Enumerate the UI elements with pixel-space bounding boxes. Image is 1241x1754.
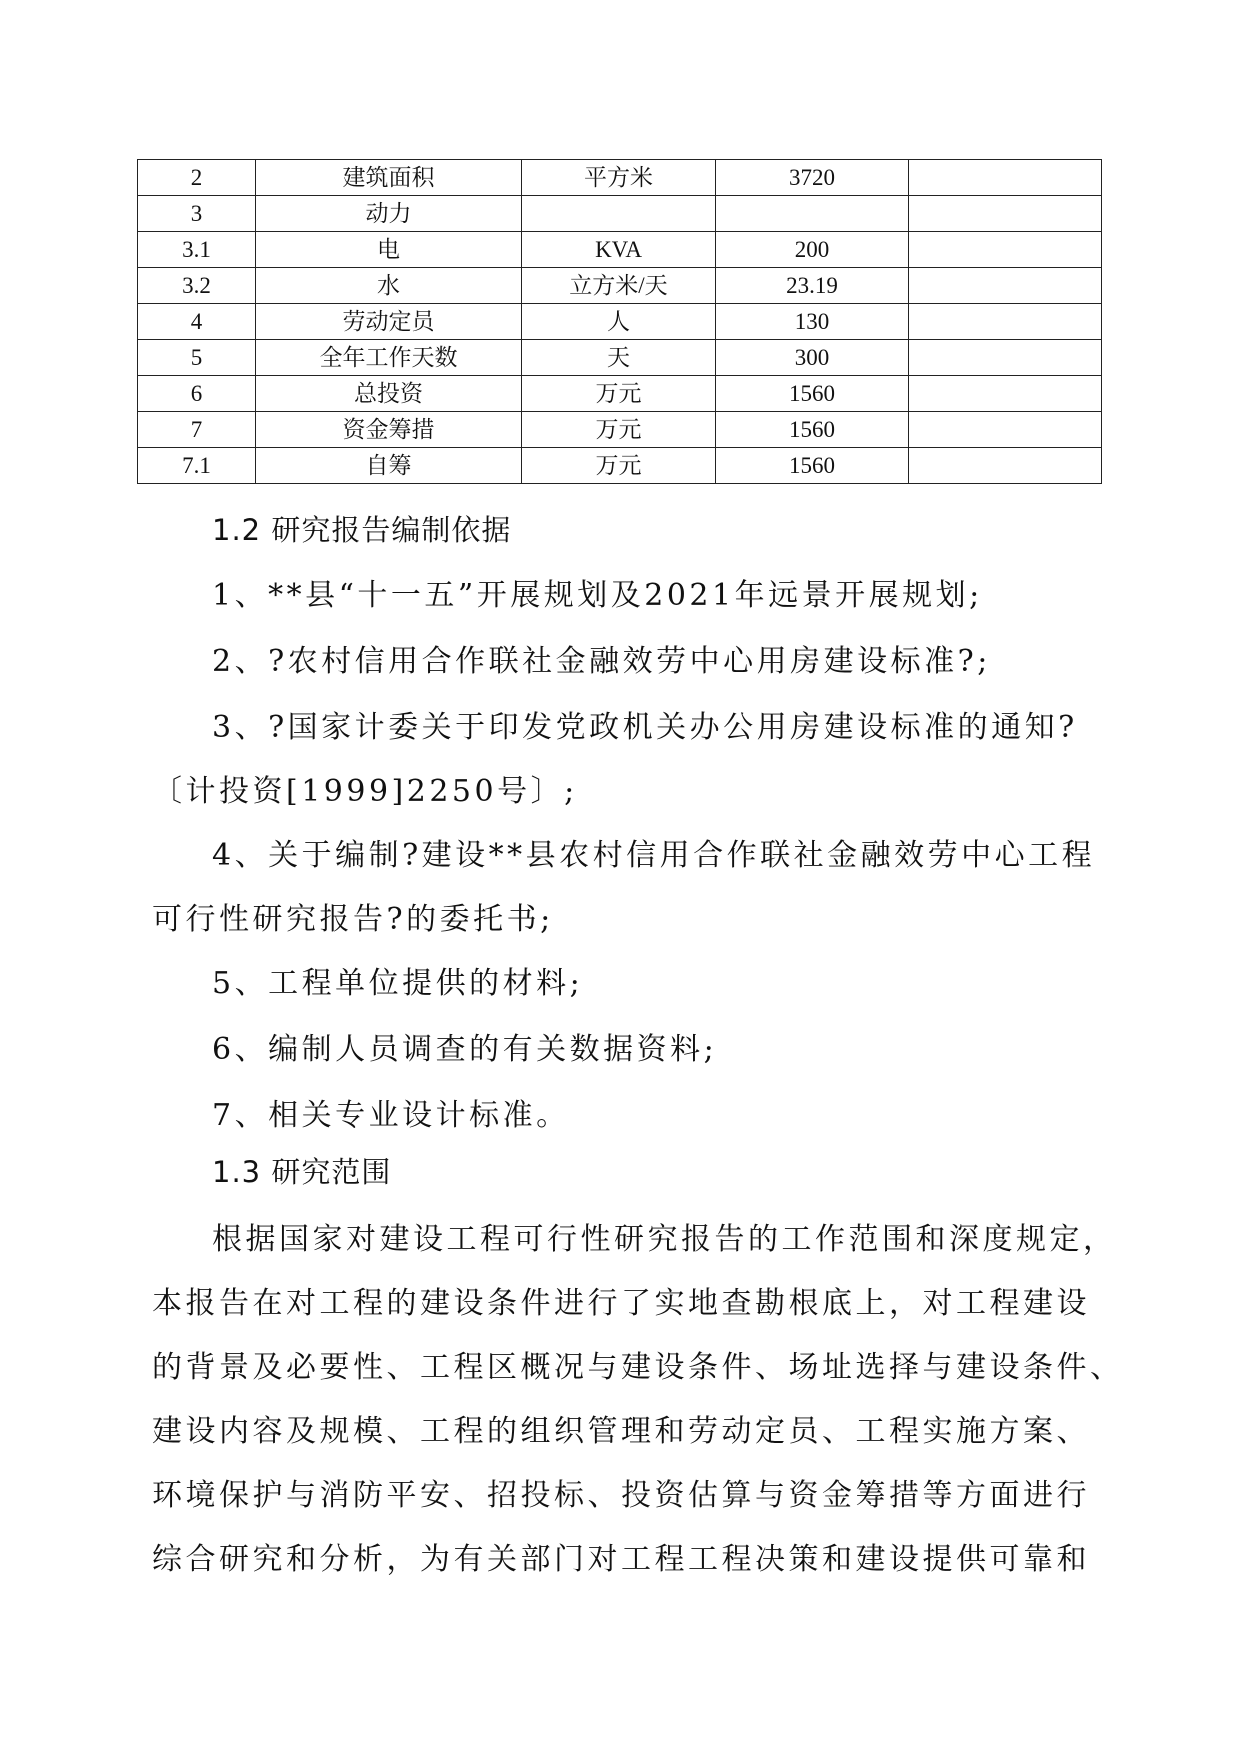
table-cell-note bbox=[909, 448, 1102, 484]
table-cell-no: 5 bbox=[138, 340, 256, 376]
table-row bbox=[138, 376, 1102, 412]
basis-item-1: 1、**县“十一五”开展规划及2021年远景开展规划; bbox=[212, 578, 983, 613]
table-cell-unit bbox=[522, 196, 716, 232]
table-cell-item: 建筑面积 bbox=[256, 160, 522, 196]
scope-paragraph-line: 环境保护与消防平安、招投标、投资估算与资金筹措等方面进行 bbox=[152, 1478, 1090, 1513]
table-cell-no: 3.2 bbox=[138, 268, 256, 304]
table-cell-unit: 万元 bbox=[522, 448, 716, 484]
table-cell-no: 6 bbox=[138, 376, 256, 412]
table-cell-note bbox=[909, 196, 1102, 232]
table-cell-note bbox=[909, 412, 1102, 448]
table-cell-note bbox=[909, 232, 1102, 268]
project-indicator-table bbox=[137, 159, 1102, 484]
table-cell-value: 200 bbox=[716, 232, 909, 268]
table-cell-note bbox=[909, 376, 1102, 412]
table-cell-unit: 天 bbox=[522, 340, 716, 376]
table-cell-value: 1560 bbox=[716, 376, 909, 412]
table-cell-note bbox=[909, 268, 1102, 304]
table-cell-item: 水 bbox=[256, 268, 522, 304]
scope-paragraph-line: 根据国家对建设工程可行性研究报告的工作范围和深度规定， bbox=[212, 1222, 1117, 1257]
table-cell-no: 7.1 bbox=[138, 448, 256, 484]
table-cell-item: 自筹 bbox=[256, 448, 522, 484]
basis-item-5: 5、工程单位提供的材料; bbox=[212, 966, 584, 1001]
table-cell-value: 130 bbox=[716, 304, 909, 340]
table-row bbox=[138, 160, 1102, 196]
basis-item-6: 6、编制人员调查的有关数据资料; bbox=[212, 1032, 718, 1067]
basis-item-2: 2、?农村信用合作联社金融效劳中心用房建设标准?; bbox=[212, 644, 991, 679]
scope-paragraph-line: 本报告在对工程的建设条件进行了实地查勘根底上，对工程建设 bbox=[152, 1286, 1090, 1321]
table-row bbox=[138, 196, 1102, 232]
table-cell-note bbox=[909, 340, 1102, 376]
table-cell-value: 3720 bbox=[716, 160, 909, 196]
table-cell-item: 电 bbox=[256, 232, 522, 268]
table-row bbox=[138, 304, 1102, 340]
basis-item-4-continuation: 可行性研究报告?的委托书; bbox=[152, 902, 554, 937]
section-heading-1-2: 1.2 研究报告编制依据 bbox=[212, 513, 512, 547]
table-cell-unit: 万元 bbox=[522, 376, 716, 412]
table-cell-no: 2 bbox=[138, 160, 256, 196]
scope-paragraph-line: 综合研究和分析，为有关部门对工程工程决策和建设提供可靠和 bbox=[152, 1542, 1090, 1577]
scope-paragraph-line: 建设内容及规模、工程的组织管理和劳动定员、工程实施方案、 bbox=[152, 1414, 1090, 1449]
table-cell-no: 4 bbox=[138, 304, 256, 340]
scope-paragraph-line: 的背景及必要性、工程区概况与建设条件、场址选择与建设条件、 bbox=[152, 1350, 1124, 1385]
table-cell-unit: 人 bbox=[522, 304, 716, 340]
table-row bbox=[138, 340, 1102, 376]
table-cell-item: 劳动定员 bbox=[256, 304, 522, 340]
section-heading-1-3: 1.3 研究范围 bbox=[212, 1155, 392, 1189]
basis-item-3-continuation: 〔计投资[1999]2250号〕; bbox=[152, 774, 578, 809]
table-cell-value: 1560 bbox=[716, 412, 909, 448]
table-cell-no: 3.1 bbox=[138, 232, 256, 268]
basis-item-4: 4、关于编制?建设**县农村信用合作联社金融效劳中心工程 bbox=[212, 838, 1096, 873]
table-cell-value: 300 bbox=[716, 340, 909, 376]
table-cell-note bbox=[909, 160, 1102, 196]
table-cell-value: 1560 bbox=[716, 448, 909, 484]
table-row bbox=[138, 448, 1102, 484]
table-cell-no: 7 bbox=[138, 412, 256, 448]
table-cell-unit: KVA bbox=[522, 232, 716, 268]
table-cell-value: 23.19 bbox=[716, 268, 909, 304]
table-cell-item: 资金筹措 bbox=[256, 412, 522, 448]
table-cell-unit: 立方米/天 bbox=[522, 268, 716, 304]
table-row bbox=[138, 232, 1102, 268]
basis-item-7: 7、相关专业设计标准。 bbox=[212, 1098, 570, 1133]
table-row bbox=[138, 412, 1102, 448]
table-cell-item: 全年工作天数 bbox=[256, 340, 522, 376]
table-cell-unit: 万元 bbox=[522, 412, 716, 448]
table-cell-value bbox=[716, 196, 909, 232]
table-row bbox=[138, 268, 1102, 304]
table-cell-unit: 平方米 bbox=[522, 160, 716, 196]
table-cell-item: 总投资 bbox=[256, 376, 522, 412]
table-cell-item: 动力 bbox=[256, 196, 522, 232]
table-cell-note bbox=[909, 304, 1102, 340]
table-cell-no: 3 bbox=[138, 196, 256, 232]
basis-item-3: 3、?国家计委关于印发党政机关办公用房建设标准的通知? bbox=[212, 710, 1078, 745]
